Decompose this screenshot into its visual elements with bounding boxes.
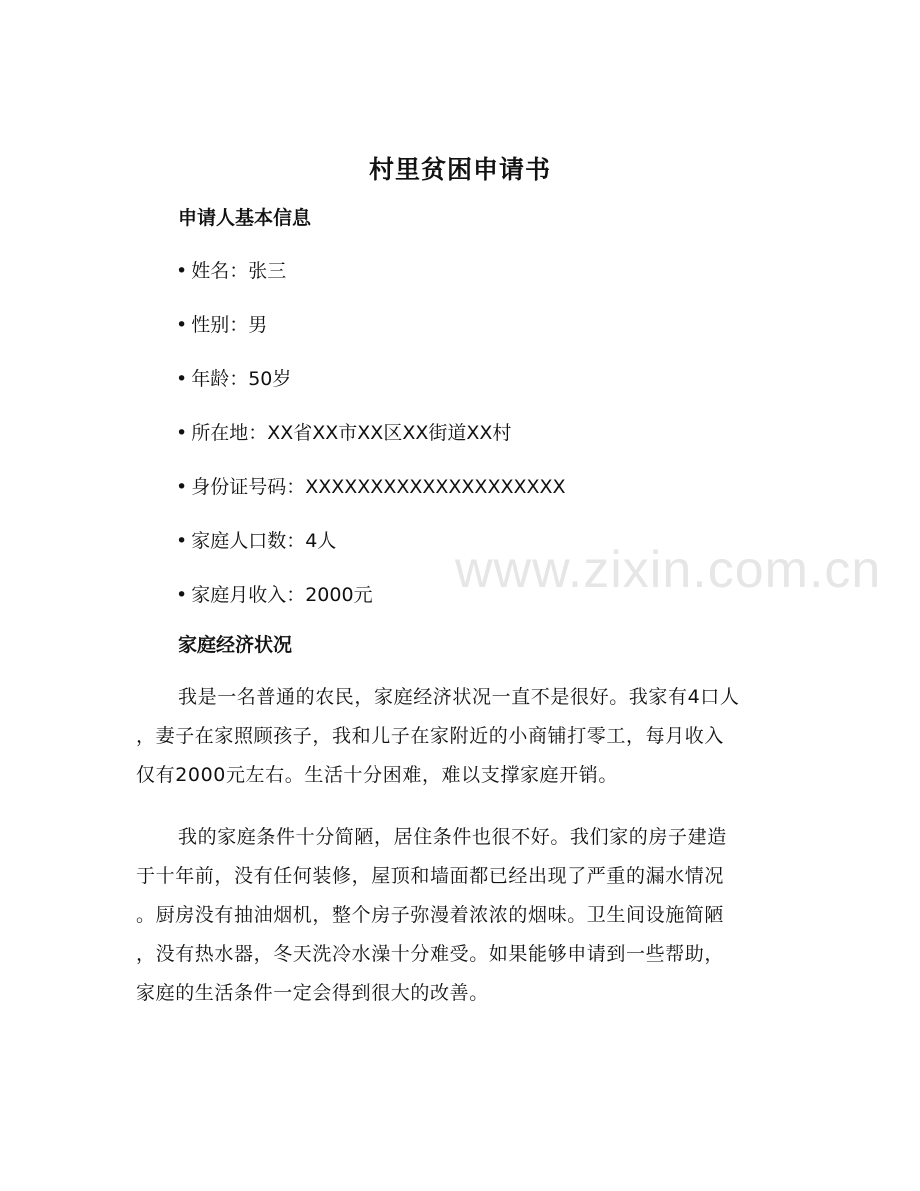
paragraph-line: 我的家庭条件十分简陋，居住条件也很不好。我们家的房子建造 (178, 826, 727, 848)
list-item-text: 姓名：张三 (191, 260, 287, 282)
paragraph-living-conditions (136, 818, 786, 1013)
list-item-text: 家庭人口数：4人 (191, 530, 337, 552)
section-heading-basic-info: 申请人基本信息 (178, 207, 312, 229)
paragraph-line: ，没有热水器，冬天洗冷水澡十分难受。如果能够申请到一些帮助， (136, 943, 725, 965)
paragraph-line: 于十年前，没有任何装修，屋顶和墙面都已经出现了严重的漏水情况 (136, 865, 725, 887)
paragraph-income (136, 678, 786, 795)
paragraph-line: 。厨房没有抽油烟机，整个房子弥漫着浓浓的烟味。卫生间设施简陋 (136, 904, 725, 926)
list-item-text: 身份证号码：XXXXXXXXXXXXXXXXXXXX (191, 476, 566, 498)
section-heading-economic-status: 家庭经济状况 (178, 634, 293, 656)
list-item (176, 418, 566, 472)
document-title: 村里贫困申请书 (368, 155, 551, 184)
bullet-icon: • (176, 584, 188, 606)
paragraph-line: 仅有2000元左右。生活十分困难，难以支撑家庭开销。 (136, 764, 618, 786)
list-item-text: 年龄：50岁 (191, 368, 292, 390)
list-item (176, 310, 566, 364)
bullet-icon: • (176, 530, 188, 552)
bullet-icon: • (176, 314, 188, 336)
list-item-text: 家庭月收入：2000元 (191, 584, 373, 606)
list-item (176, 256, 566, 310)
bullet-icon: • (176, 368, 188, 390)
list-item-text: 性别：男 (191, 314, 268, 336)
basic-info-list (176, 256, 566, 634)
list-item (176, 472, 566, 526)
bullet-icon: • (176, 260, 188, 282)
paragraph-line: 家庭的生活条件一定会得到很大的改善。 (136, 982, 489, 1004)
paragraph-line: 我是一名普通的农民，家庭经济状况一直不是很好。我家有4口人 (178, 686, 740, 708)
list-item (176, 580, 566, 634)
list-item (176, 526, 566, 580)
watermark: www.zixin.com.cn (455, 541, 882, 599)
list-item-text: 所在地：XX省XX市XX区XX街道XX村 (191, 422, 512, 444)
paragraph-line: ，妻子在家照顾孩子，我和儿子在家附近的小商铺打零工，每月收入 (136, 725, 725, 747)
list-item (176, 364, 566, 418)
bullet-icon: • (176, 476, 188, 498)
bullet-icon: • (176, 422, 188, 444)
